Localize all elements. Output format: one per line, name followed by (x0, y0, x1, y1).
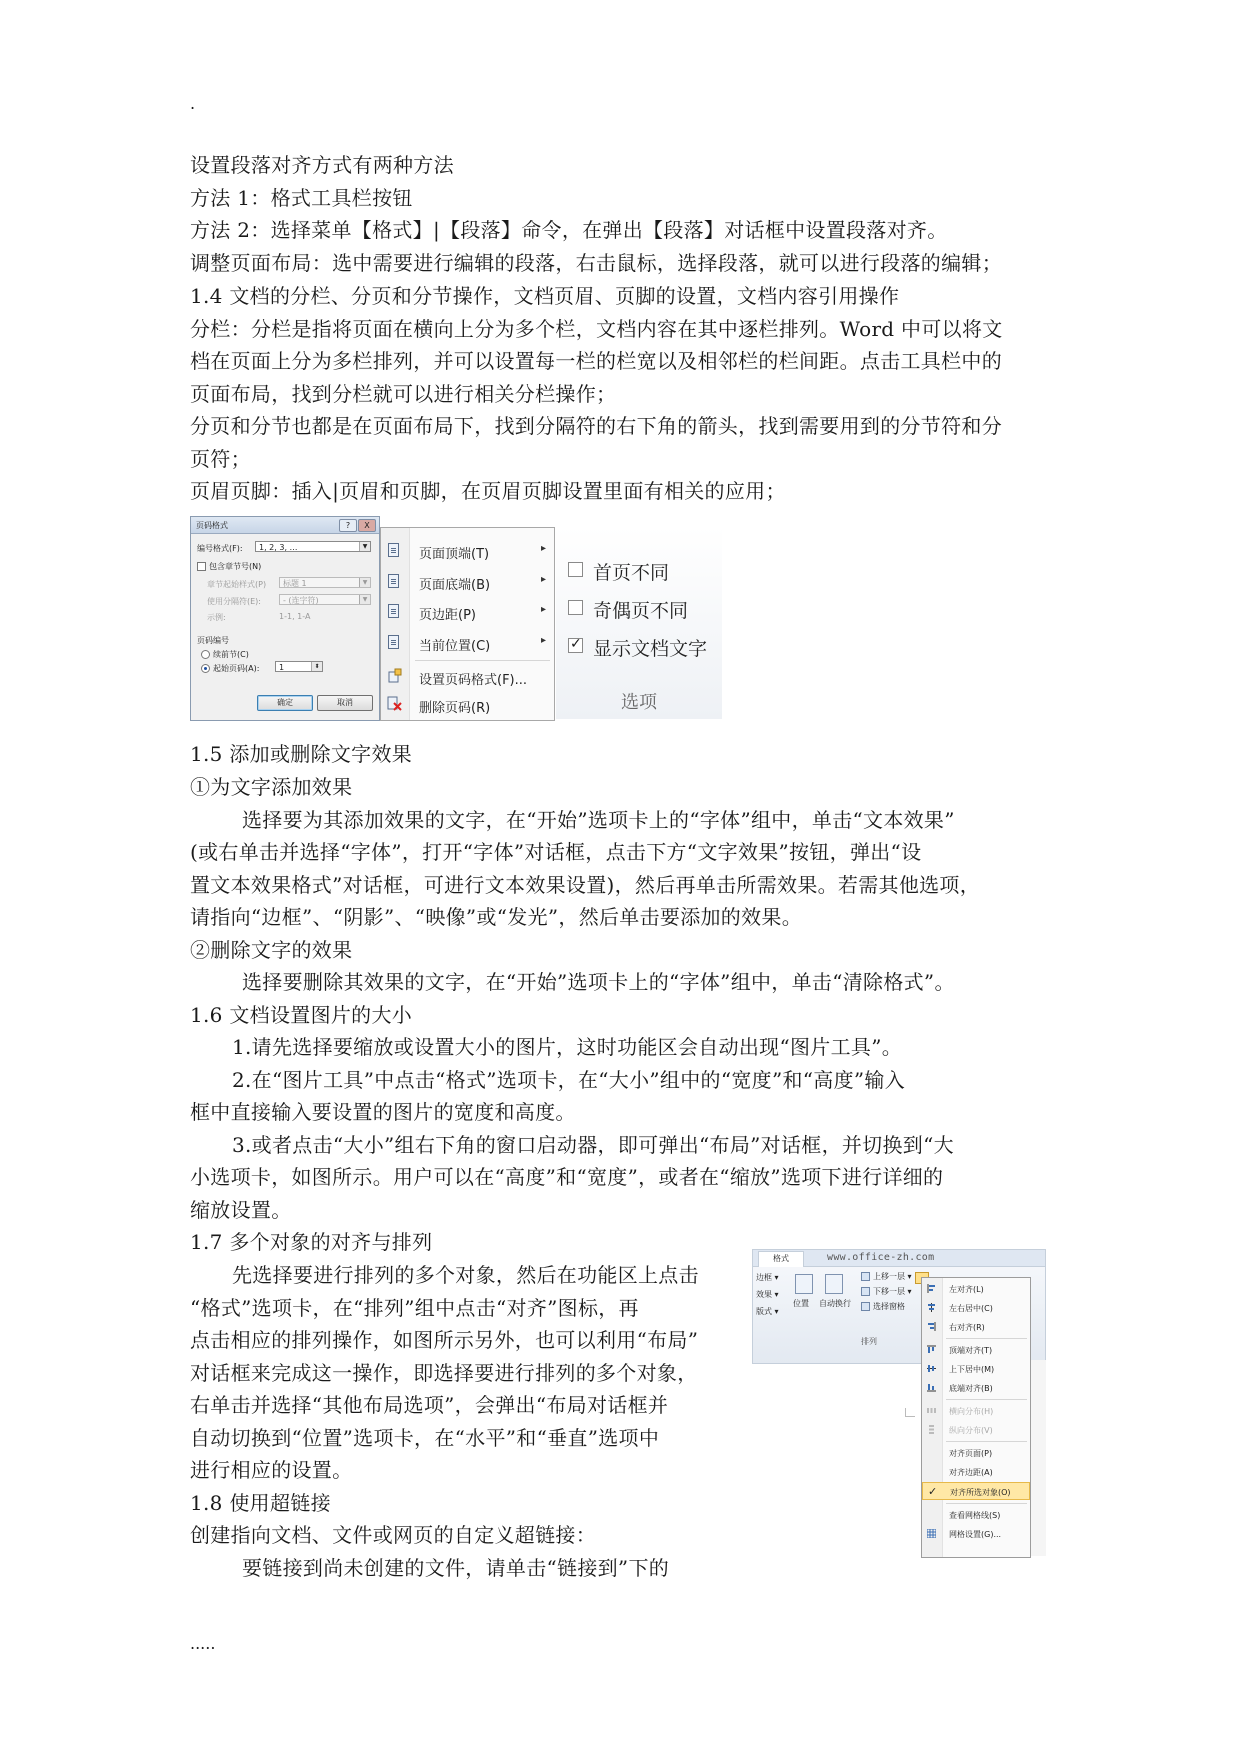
text-line: 2.在“图片工具”中点击“格式”选项卡，在“大小”组中的“宽度”和“高度”输入 (232, 1068, 906, 1092)
chapter-style-select: 标题 1 ▼ (279, 577, 371, 588)
text-line: 分页和分节也都是在页面布局下，找到分隔符的右下角的箭头，找到需要用到的分节符和分 (190, 414, 1002, 438)
delete-page-number-icon (387, 696, 402, 711)
text-line: 分栏：分栏是指将页面在横向上分为多个栏，文档内容在其中逐栏排列。Word 中可以将文 (190, 317, 1003, 341)
submenu-arrow-icon: ▸ (540, 635, 546, 646)
include-chapter-checkbox[interactable]: 包含章节号(N) (197, 561, 261, 572)
menu-item-view-gridlines[interactable]: 查看网格线(S) (949, 1511, 1001, 1520)
show-document-text-checkbox[interactable] (568, 638, 583, 653)
menu-item-page-bottom[interactable]: 页面底端(B) ▸ (381, 571, 554, 593)
text-line: 创建指向文档、文件或网页的自定义超链接： (190, 1523, 596, 1547)
example-value: 1-1, 1-A (279, 612, 311, 621)
page-icon (388, 635, 399, 649)
text-line: 选择要为其添加效果的文字，在“开始”选项卡上的“字体”组中，单击“文本效果” (242, 808, 955, 832)
text-line: 先选择要进行排列的多个对象，然后在功能区上点击 (232, 1263, 699, 1287)
start-at-radio[interactable]: 起始页码(A): (201, 663, 259, 674)
show-document-text-label: 显示文档文字 (593, 638, 708, 660)
section-heading: 1.4 文档的分栏、分页和分节操作，文档页眉、页脚的设置，文档内容引用操作 (190, 284, 900, 308)
text-line: 右单击并选择“其他布局选项”，会弹出“布局对话框并 (190, 1393, 669, 1417)
ok-button[interactable]: 确定 (257, 695, 313, 711)
menu-item-align-middle[interactable]: 上下居中(M) (922, 1360, 1030, 1378)
watermark-text: www.office-zh.com (827, 1252, 935, 1263)
dialog-titlebar (191, 517, 379, 534)
top-mark: . (190, 94, 196, 113)
align-left-icon (927, 1284, 936, 1293)
text-line: 对话框来完成这一操作，即选择要进行排列的多个对象， (190, 1361, 698, 1385)
separator-label: 使用分隔符(E): (207, 597, 261, 606)
page-icon (388, 574, 399, 588)
submenu-arrow-icon: ▸ (540, 574, 546, 585)
check-icon: ✓ (928, 1485, 938, 1498)
text-line: 档在页面上分为多栏排列，并可以设置每一栏的栏宽以及相邻栏的栏间距。点击工具栏中的 (190, 349, 1002, 373)
send-backward-button[interactable]: 下移一层 ▾ (873, 1287, 912, 1296)
text-line: 调整页面布局：选中需要进行编辑的段落，右击鼠标，选择段落，就可以进行段落的编辑； (190, 251, 1002, 275)
spinner-icon[interactable]: ⬍ (311, 662, 322, 671)
chevron-down-icon: ▼ (359, 578, 370, 587)
cancel-button[interactable]: 取消 (317, 695, 373, 711)
text-line: 自动切换到“位置”选项卡，在“水平”和“垂直”选项中 (190, 1426, 660, 1450)
menu-item-align-top[interactable]: 顶端对齐(T) (922, 1341, 1030, 1359)
text-line: 点击相应的排列操作，如图所示另外，也可以利用“布局” (190, 1328, 699, 1352)
align-menu (921, 1277, 1031, 1558)
different-odd-even-checkbox[interactable] (568, 600, 583, 615)
menu-item-align-to-page[interactable]: 对齐页面(P) (949, 1449, 993, 1458)
align-right-icon (927, 1322, 936, 1331)
ribbon-border-item[interactable]: 边框 ▾ (756, 1273, 779, 1282)
ribbon-effects-item[interactable]: 效果 ▾ (756, 1290, 779, 1299)
number-format-select[interactable] (255, 541, 371, 552)
bring-forward-icon (861, 1272, 870, 1281)
position-icon[interactable] (795, 1274, 813, 1294)
distribute-v-icon (927, 1425, 936, 1434)
menu-item-distribute-vertical: 纵向分布(V) (922, 1421, 1030, 1439)
text-line: 页面布局，找到分栏就可以进行相关分栏操作； (190, 382, 617, 406)
menu-item-current-position[interactable]: 当前位置(C) ▸ (381, 632, 554, 654)
send-backward-icon (861, 1287, 870, 1296)
selection-pane-button[interactable]: 选择窗格 (873, 1302, 905, 1311)
text-line: 方法 2：选择菜单【格式】|【段落】命令，在弹出【段落】对话框中设置段落对齐。 (190, 218, 948, 242)
text-line: 页符； (190, 447, 251, 471)
ribbon-layout-item[interactable]: 版式 ▾ (756, 1307, 779, 1316)
menu-item-page-margin[interactable]: 页边距(P) ▸ (381, 601, 554, 623)
numbering-section-label: 页码编号 (197, 636, 229, 645)
section-heading: 1.6 文档设置图片的大小 (190, 1003, 413, 1027)
number-format-label: 编号格式(F): (197, 544, 243, 553)
example-label: 示例: (207, 613, 226, 622)
text-line: 进行相应的设置。 (190, 1458, 353, 1482)
menu-item-page-top[interactable]: 页面顶端(T) ▸ (381, 540, 554, 562)
align-middle-icon (927, 1364, 936, 1373)
submenu-arrow-icon: ▸ (540, 604, 546, 615)
bottom-mark: ..... (190, 1634, 216, 1653)
align-bottom-icon (927, 1383, 936, 1392)
close-button[interactable]: X (358, 519, 376, 532)
menu-item-distribute-horizontal: 横向分布(H) (922, 1402, 1030, 1420)
menu-item-align-bottom[interactable]: 底端对齐(B) (922, 1379, 1030, 1397)
text-line: 请指向“边框”、“阴影”、“映像”或“发光”，然后单击要添加的效果。 (190, 905, 802, 929)
chapter-style-label: 章节起始样式(P) (207, 580, 267, 589)
separator-select: - (连字符) ▼ (279, 594, 371, 605)
menu-item-align-to-margin[interactable]: 对齐边距(A) (949, 1468, 993, 1477)
text-line: (或右单击并选择“字体”，打开“字体”对话框，点击下方“文字效果”按钮，弹出“设 (190, 840, 922, 864)
selection-pane-icon (861, 1302, 870, 1311)
text-line: ②删除文字的效果 (190, 938, 353, 962)
text-line: 选择要删除其效果的文字，在“开始”选项卡上的“字体”组中，单击“清除格式”。 (242, 970, 955, 994)
distribute-h-icon (927, 1406, 936, 1415)
section-heading: 1.7 多个对象的对齐与排列 (190, 1230, 433, 1254)
tab-format[interactable]: 格式 (758, 1251, 804, 1267)
page-icon (388, 543, 399, 557)
text-line: 1.请先选择要缩放或设置大小的图片，这时功能区会自动出现“图片工具”。 (232, 1035, 903, 1059)
menu-item-align-center[interactable]: 左右居中(C) (922, 1299, 1030, 1317)
different-odd-even-label: 奇偶页不同 (593, 600, 689, 622)
align-top-icon (927, 1345, 936, 1354)
submenu-arrow-icon: ▸ (540, 543, 546, 554)
page-icon (388, 604, 399, 618)
align-center-icon (927, 1303, 936, 1312)
bring-forward-button[interactable]: 上移一层 ▾ (873, 1272, 912, 1281)
grid-icon (927, 1529, 936, 1538)
page-number-menu (380, 527, 555, 721)
wrap-text-icon[interactable] (825, 1274, 843, 1294)
continue-radio[interactable]: 续前节(C) (201, 649, 249, 660)
section-heading: 1.8 使用超链接 (190, 1491, 331, 1515)
text-line: 设置段落对齐方式有两种方法 (190, 153, 454, 177)
header-footer-options-group (556, 527, 722, 719)
page-number-format-dialog (190, 516, 380, 721)
section-heading: 1.5 添加或删除文字效果 (190, 742, 413, 766)
arrange-group-label: 排列 (861, 1337, 877, 1346)
menu-item-grid-settings[interactable]: 网格设置(G)... (922, 1525, 1030, 1543)
menu-item-align-left[interactable]: 左对齐(L) (922, 1280, 1030, 1298)
help-button[interactable]: ? (339, 519, 357, 532)
start-at-input[interactable]: 1 ⬍ (275, 661, 323, 672)
menu-item-format-page-numbers[interactable]: 设置页码格式(F)... (381, 666, 554, 688)
position-label: 位置 (793, 1299, 809, 1308)
dialog-title: 页码格式 (196, 521, 228, 530)
chevron-down-icon: ▼ (359, 542, 370, 551)
text-line: 小选项卡，如图所示。用户可以在“高度”和“宽度”，或者在“缩放”选项下进行详细的 (190, 1165, 944, 1189)
text-line: 3.或者点击“大小”组右下角的窗口启动器，即可弹出“布局”对话框，并切换到“大 (232, 1133, 954, 1157)
different-first-page-checkbox[interactable] (568, 562, 583, 577)
text-line: 框中直接输入要设置的图片的宽度和高度。 (190, 1100, 576, 1124)
text-line: “格式”选项卡，在“排列”组中点击“对齐”图标，再 (190, 1296, 639, 1320)
menu-item-align-right[interactable]: 右对齐(R) (922, 1318, 1030, 1336)
text-line: ①为文字添加效果 (190, 775, 353, 799)
chevron-down-icon: ▼ (359, 595, 370, 604)
wrap-text-label: 自动换行 (819, 1299, 851, 1308)
text-line: 页眉页脚：插入|页眉和页脚，在页眉页脚设置里面有相关的应用； (190, 479, 786, 503)
menu-item-align-selected-objects[interactable]: ✓ 对齐所选对象(O) (922, 1482, 1030, 1500)
format-page-number-icon (387, 668, 402, 683)
menu-item-remove-page-numbers[interactable]: 删除页码(R) (381, 694, 554, 716)
options-group-label: 选项 (621, 692, 657, 713)
text-line: 方法 1：格式工具栏按钮 (190, 186, 413, 210)
different-first-page-label: 首页不同 (593, 562, 670, 584)
number-format-value: 1, 2, 3, … (259, 543, 298, 552)
text-line: 置文本效果格式”对话框，可进行文本效果设置)，然后再单击所需效果。若需其他选项， (190, 873, 981, 897)
text-line: 缩放设置。 (190, 1198, 292, 1222)
text-line: 要链接到尚未创建的文件，请单击“链接到”下的 (242, 1556, 670, 1580)
